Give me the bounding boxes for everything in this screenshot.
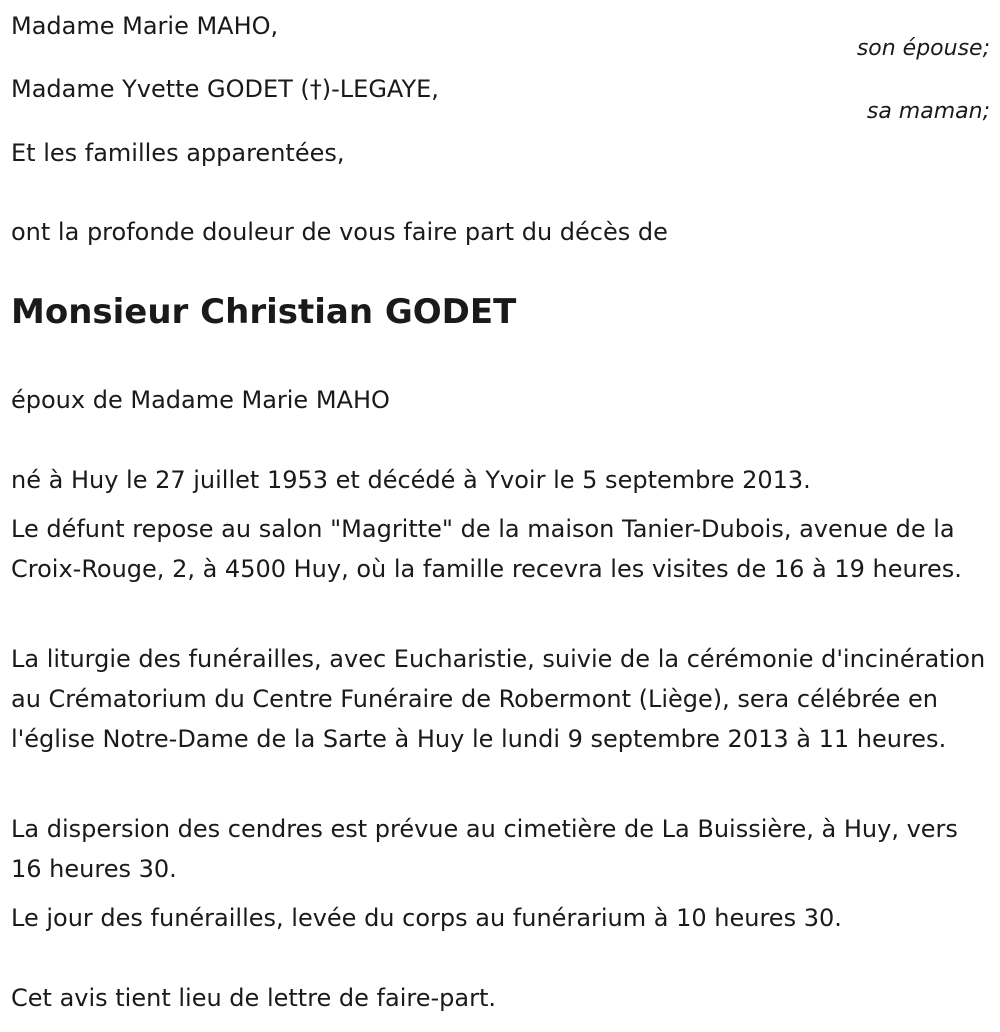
ashes-paragraph: La dispersion des cendres est prévue au cimetière de La Buissière, à Huy, vers 16 heures 30. [11, 815, 958, 883]
mourner-relation: son épouse; [856, 36, 990, 61]
mourner-name: Et les familles apparentées, [11, 139, 345, 167]
birth-death-paragraph: né à Huy le 27 juillet 1953 et décédé à Yvoir le 5 septembre 2013. [11, 466, 811, 494]
visitation-paragraph: Le défunt repose au salon "Magritte" de la maison Tanier-Dubois, avenue de la Croix-Rouge, 2, à 4500 Huy, où la famille recevra les visites de 16 à 19 heures. [11, 515, 962, 583]
departure-paragraph: Le jour des funérailles, levée du corps au funérarium à 10 heures 30. [11, 904, 842, 932]
mourner-name: Madame Marie MAHO, [11, 12, 279, 40]
spouse-line: époux de Madame Marie MAHO [11, 386, 390, 414]
funeral-service-paragraph: La liturgie des funérailles, avec Eucharistie, suivie de la cérémonie d'incinération au Crématorium du Centre Funéraire de Robermont (Liège), sera célébrée en l'église Notre-Dame de la Sarte à Huy le lundi 9 septembre 2013 à 11 heures. [11, 645, 986, 753]
mourner-name: Madame Yvette GODET (†)-LEGAYE, [11, 75, 439, 103]
announcement-text: ont la profonde douleur de vous faire part du décès de [11, 218, 668, 246]
mourner-relation: sa maman; [866, 99, 990, 124]
closing-text: Cet avis tient lieu de lettre de faire-part. [11, 984, 496, 1012]
deceased-name: Monsieur Christian GODET [11, 292, 517, 332]
